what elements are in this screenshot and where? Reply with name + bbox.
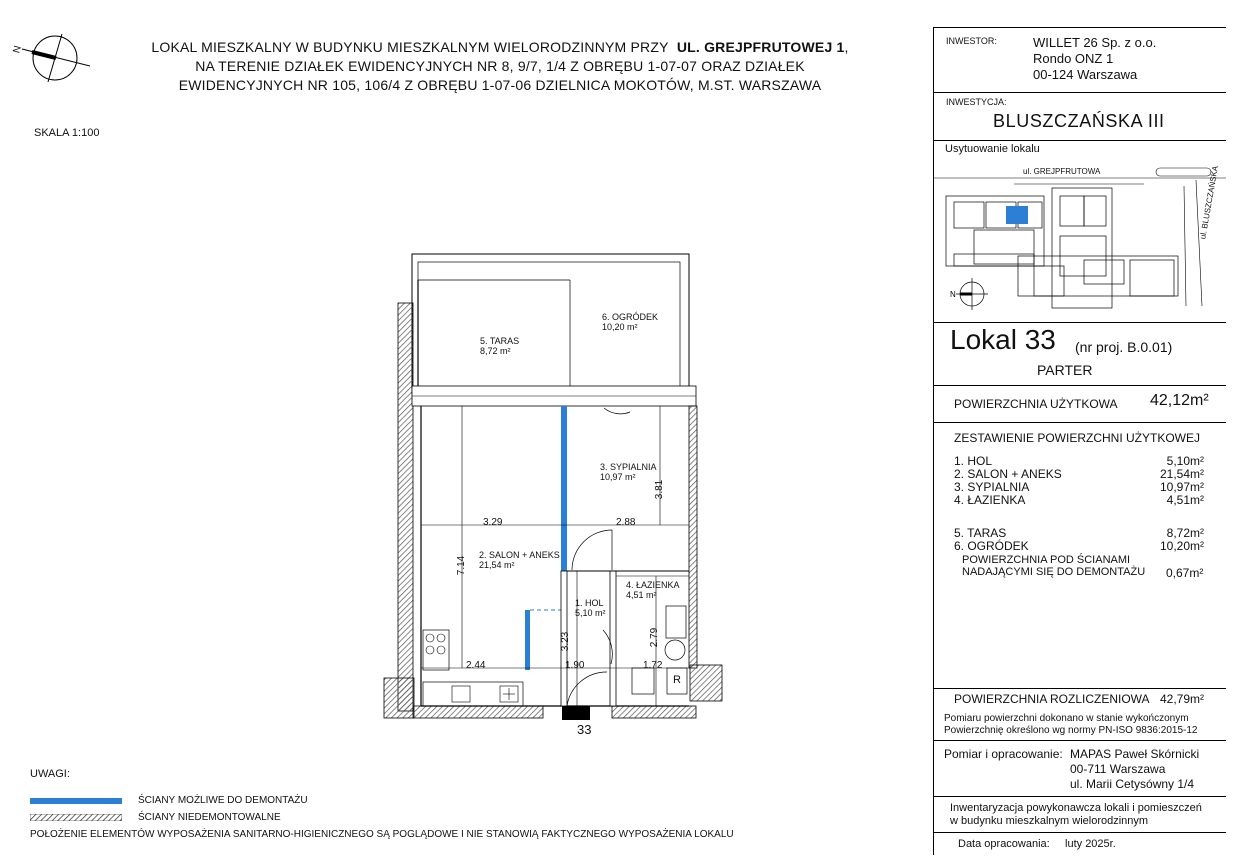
usable-area-value: 42,12m²: [1150, 392, 1209, 409]
under-walls-line: POWIERZCHNIA POD ŚCIANAMI: [962, 554, 1131, 566]
breakdown-label: 3. SYPIALNIA: [954, 480, 1030, 494]
breakdown-value: 5,10m²: [1166, 454, 1204, 468]
prepared-by-block: [1070, 747, 1199, 792]
investment-name: BLUSZCZAŃSKA III: [993, 111, 1165, 131]
unit-title: Lokal 33: [950, 324, 1056, 355]
unit-project-number: (nr proj. B.0.01): [1075, 339, 1173, 355]
header-line-1-suffix: ,: [844, 39, 849, 55]
outdoor-value: 8,72m²: [1166, 526, 1204, 540]
breakdown-title: ZESTAWIENIE POWIERZCHNI UŻYTKOWEJ: [954, 431, 1200, 445]
room-lazienka-name: 4. ŁAZIENKA: [626, 580, 680, 590]
dimension-label: 3.81: [654, 479, 666, 500]
legend-note: POŁOŻENIE ELEMENTÓW WYPOSAŻENIA SANITARNO-HIGIENICZNEGO SĄ POGLĄDOWE I NIE STANOWIĄ FAKTYCZNEGO WYPOSAŻENIA LOKALU: [30, 829, 734, 840]
room-sypialnia-area: 10,97 m²: [600, 472, 636, 482]
measure-note-line: Pomiaru powierzchni dokonano w stanie wykończonym: [944, 713, 1189, 724]
room-salon-name: 2. SALON + ANEKS: [479, 550, 560, 560]
svg-text:N: N: [950, 290, 956, 299]
list-item: [954, 494, 1204, 507]
header-line-2: NA TERENIE DZIAŁEK EWIDENCYJNYCH NR 8, 9/7, 1/4 Z OBRĘBU 1-07-07 ORAZ DZIAŁEK: [195, 58, 805, 74]
outdoor-label: 5. TARAS: [954, 526, 1007, 540]
dimension-label: 1.72: [643, 660, 663, 671]
legend-swatch-demolishable: [30, 798, 122, 804]
header-line-3: EWIDENCYJNYCH NR 105, 106/4 Z OBRĘBU 1-07-06 DZIELNICA MOKOTÓW, M.ST. WARSZAWA: [178, 77, 822, 93]
room-sypialnia: [600, 462, 657, 482]
washbasin: [666, 606, 686, 638]
unit-number-label: 33: [577, 722, 592, 737]
under-walls-value: 0,67m²: [1166, 566, 1204, 580]
site-map: [934, 156, 1226, 321]
room-lazienka: [626, 580, 680, 600]
scale-label: SKALA 1:100: [34, 127, 100, 139]
room-taras-area: 8,72 m²: [480, 346, 511, 356]
date-value: luty 2025r.: [1065, 838, 1116, 850]
legend-title: UWAGI:: [30, 768, 70, 780]
investor-line: WILLET 26 Sp. z o.o.: [1033, 35, 1157, 50]
room-salon: [479, 550, 560, 570]
panel-border: [933, 27, 934, 855]
breakdown-value: 10,97m²: [1159, 480, 1204, 494]
prepared-line: ul. Marii Cetysówny 1/4: [1070, 777, 1195, 791]
room-salon-area: 21,54 m²: [479, 560, 515, 570]
breakdown-label: 2. SALON + ANEKS: [954, 467, 1062, 481]
room-hol-name: 1. HOL: [575, 598, 604, 608]
demolishable-wall-1: [561, 406, 567, 571]
entrance-door: [562, 706, 590, 720]
demolishable-wall-2: [525, 610, 530, 670]
date-block: [958, 838, 1116, 850]
room-hol: [575, 598, 606, 618]
room-taras: [480, 336, 519, 356]
toilet: [632, 668, 654, 694]
room-hol-area: 5,10 m²: [575, 608, 606, 618]
room-taras-name: 5. TARAS: [480, 336, 520, 346]
room-lazienka-area: 4,51 m²: [626, 590, 657, 600]
date-label: Data opracowania:: [958, 838, 1050, 850]
dimension-label: 2.79: [649, 627, 661, 648]
unit-location-marker: [1006, 206, 1028, 224]
dimension-label: 3.23: [560, 631, 572, 652]
room-ogrodek: [602, 312, 658, 332]
legend-swatch-non-demolishable: [30, 814, 122, 821]
exterior-wall-left: [398, 303, 413, 711]
breakdown-label: 4. ŁAZIENKA: [954, 493, 1026, 507]
dimension-label: 3.29: [483, 517, 503, 528]
dimension-label: 1.90: [565, 660, 585, 671]
breakdown-list: [954, 455, 1204, 507]
fridge-mark: R: [673, 674, 681, 686]
investment-label: INWESTYCJA:: [946, 97, 1007, 107]
measure-note-line: Powierzchnię określono wg normy PN-ISO 9836:2015-12: [944, 725, 1198, 736]
legend-demolishable-label: ŚCIANY MOŻLIWE DO DEMONTAŻU: [138, 795, 308, 806]
measure-note: [944, 713, 1197, 737]
usable-area-label: POWIERZCHNIA UŻYTKOWA: [954, 397, 1118, 411]
settlement-area-label: POWIERZCHNIA ROZLICZENIOWA: [954, 692, 1150, 706]
outdoor-value: 10,20m²: [1159, 539, 1204, 553]
room-ogrodek-name: 6. OGRÓDEK: [602, 312, 659, 322]
header-street: UL. GREJPFRUTOWEJ 1: [676, 39, 845, 55]
investor-block: [1033, 35, 1156, 83]
investor-line: 00-124 Warszawa: [1033, 67, 1138, 82]
settlement-area-value: 42,79m²: [1160, 692, 1205, 706]
shower: [665, 640, 685, 660]
prepared-line: MAPAS Paweł Skórnicki: [1070, 747, 1200, 761]
breakdown-value: 21,54m²: [1159, 467, 1204, 481]
prepared-line: 00-711 Warszawa: [1070, 762, 1166, 776]
legend-non-demolishable-label: ŚCIANY NIEDEMONTOWALNE: [138, 812, 281, 823]
dimension-label: 2.88: [616, 517, 636, 528]
header-line-1-prefix: LOKAL MIESZKALNY W BUDYNKU MIESZKALNYM WIELORODZINNYM PRZY: [151, 39, 669, 55]
dimension-label: 2.44: [466, 660, 486, 671]
inventory-line: w budynku mieszkalnym wielorodzinnym: [950, 815, 1149, 827]
site-street-label: ul. GREJPFRUTOWA: [1023, 167, 1101, 176]
room-sypialnia-name: 3. SYPIALNIA: [600, 462, 657, 472]
outdoor-list: [954, 527, 1204, 553]
under-walls-line: NADAJĄCYMI SIĘ DO DEMONTAŻU: [962, 566, 1146, 578]
exterior-wall-right: [689, 406, 697, 668]
dimension-label: 7.14: [456, 555, 468, 576]
investor-label: INWESTOR:: [946, 36, 997, 46]
breakdown-label: 1. HOL: [954, 454, 993, 468]
inventory-note: [950, 802, 1202, 828]
location-label: Usytuowanie lokalu: [945, 143, 1040, 155]
floor-label: PARTER: [1037, 362, 1093, 378]
room-ogrodek-area: 10,20 m²: [602, 322, 638, 332]
list-item: [954, 540, 1204, 553]
breakdown-value: 4,51m²: [1166, 493, 1204, 507]
prepared-by-label: Pomiar i opracowanie:: [944, 747, 1063, 761]
investor-line: Rondo ONZ 1: [1033, 51, 1114, 66]
compass-north-label: N: [11, 44, 24, 55]
outdoor-label: 6. OGRÓDEK: [954, 539, 1029, 553]
sink: [452, 686, 470, 702]
under-walls-label: [962, 554, 1145, 578]
site-street-label: ul. BLUSZCZAŃSKA: [1198, 165, 1221, 240]
inventory-line: Inwentaryzacja powykonawcza lokali i pomieszczeń: [950, 802, 1202, 814]
